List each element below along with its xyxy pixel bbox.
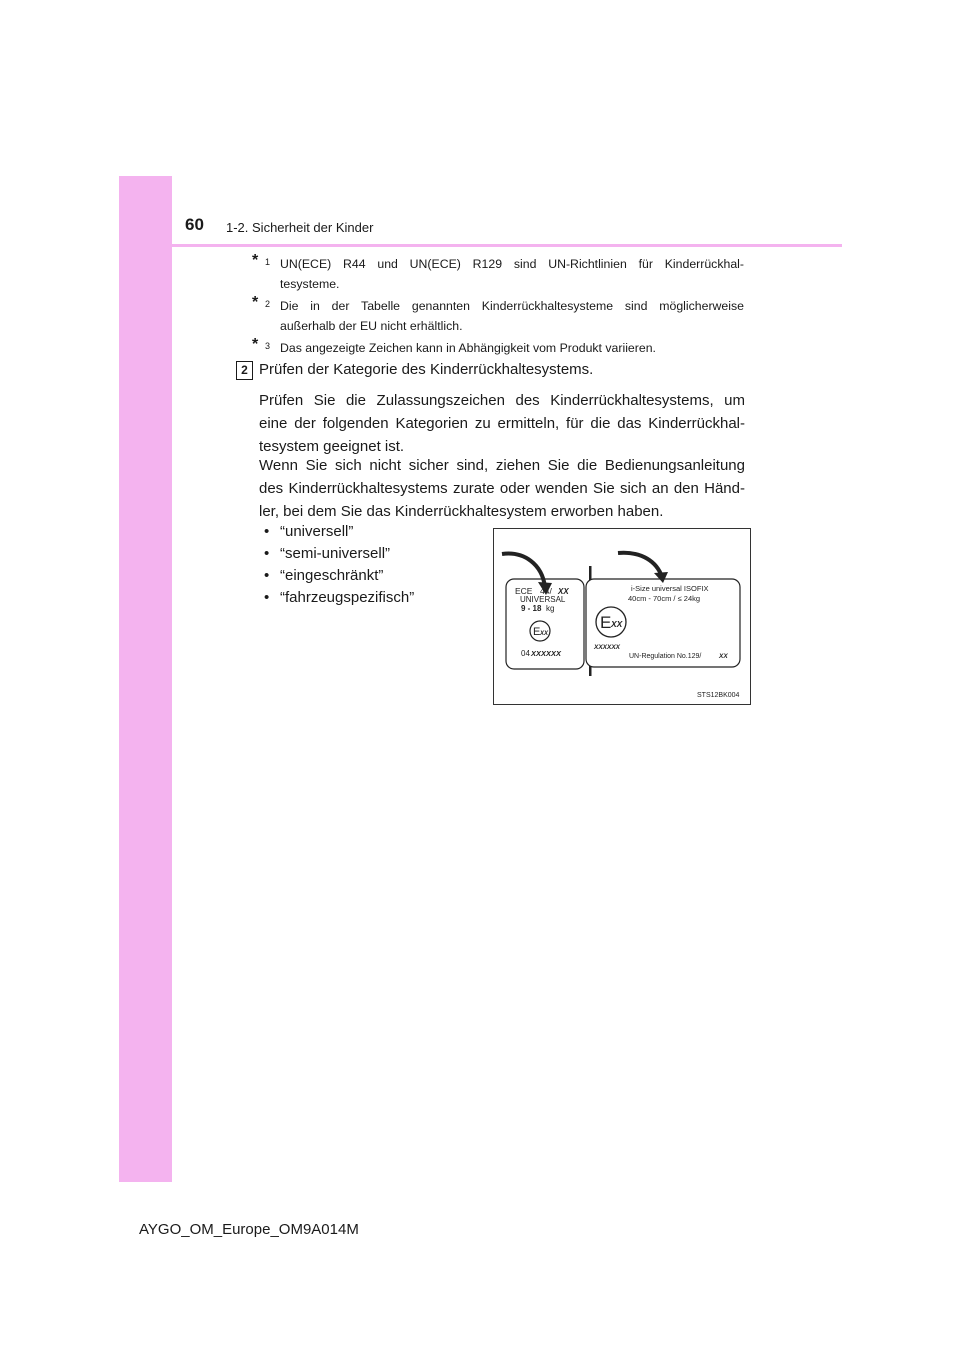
section-title: 1-2. Sicherheit der Kinder [226,220,374,235]
r44-approval-code: XXXXXX [531,649,562,658]
footnote-line: Die in der Tabelle genannten Kinderrückhaltesysteme sind möglicherweise [280,299,744,313]
r129-regulation-xx: XX [719,653,728,660]
footnote-3 [252,338,744,358]
footnote-2 [252,296,744,336]
header-rule [119,244,842,247]
r44-weight-range: 9 - 18 [521,604,542,613]
step-paragraph-2 [259,454,745,523]
step-number-badge: 2 [236,361,253,380]
paragraph-line: Prüfen Sie die Zulassungszeichen des Kinderrückhaltesystems, um [259,392,745,409]
r129-isize-text: i-Size universal ISOFIX [631,584,709,593]
r129-approval-code: XXXXXX [594,644,621,651]
r44-e-mark-sub: XX [540,631,549,637]
category-item: • “universell” [264,521,414,543]
category-list [264,521,414,609]
paragraph-line: Wenn Sie sich nicht sicher sind, ziehen Sie die Bedienungsanleitung [259,457,745,474]
footnote-line: Das angezeigte Zeichen kann in Abhängigkeit vom Produkt variieren. [280,341,656,355]
paragraph-line: eine der folgenden Kategorien zu ermitteln, für die das Kinderrückhal- [259,415,745,432]
r44-regulation-text: 44/ [540,586,552,596]
r44-approval-prefix: 04 [521,649,530,658]
r129-size-range-text: 40cm - 70cm / ≤ 24kg [628,594,701,603]
r129-regulation-text: UN-Regulation No.129/ [629,653,702,660]
figure-id: STS12BK004 [697,692,740,699]
r44-universal-text: UNIVERSAL [520,595,566,604]
paragraph-line: tesystem geeignet ist. [259,438,405,455]
category-item: • “eingeschränkt” [264,565,414,587]
footnote-number: 3 [265,341,271,351]
category-item: • “fahrzeugspezifisch” [264,587,414,609]
footnote-star: * [252,336,259,353]
category-item: • “semi-universell” [264,543,414,565]
paragraph-line: des Kinderrückhaltesystems zurate oder wenden Sie sich an den Händ- [259,480,745,497]
chapter-sidebar-band [119,176,172,1182]
r129-e-mark-sub: XX [611,619,623,629]
footnote-star: * [252,294,259,311]
r44-e-mark-letter: E [533,626,541,638]
footnote-number: 2 [265,299,271,309]
r44-ece-text: ECE [515,586,533,596]
page-number: 60 [185,215,204,234]
footnote-number: 1 [265,257,271,267]
document-code: AYGO_OM_Europe_OM9A014M [139,1221,359,1238]
footnote-star: * [252,252,259,269]
r44-weight-unit: kg [546,604,555,613]
footnote-line: außerhalb der EU nicht erhältlich. [280,319,463,333]
paragraph-line: ler, bei dem Sie das Kinderrückhaltesystem erworben haben. [259,503,664,520]
footnote-line: tesysteme. [280,277,340,291]
r129-e-mark-letter: E [600,613,612,632]
footnote-1 [252,254,744,294]
approval-label-figure [493,528,751,705]
footnote-line: UN(ECE) R44 und UN(ECE) R129 sind UN-Richtlinien für Kinderrückhal- [280,257,744,271]
step-title: Prüfen der Kategorie des Kinderrückhaltesystems. [259,361,594,378]
r44-xx-text: XX [558,587,569,596]
step-paragraph-1 [259,389,745,458]
